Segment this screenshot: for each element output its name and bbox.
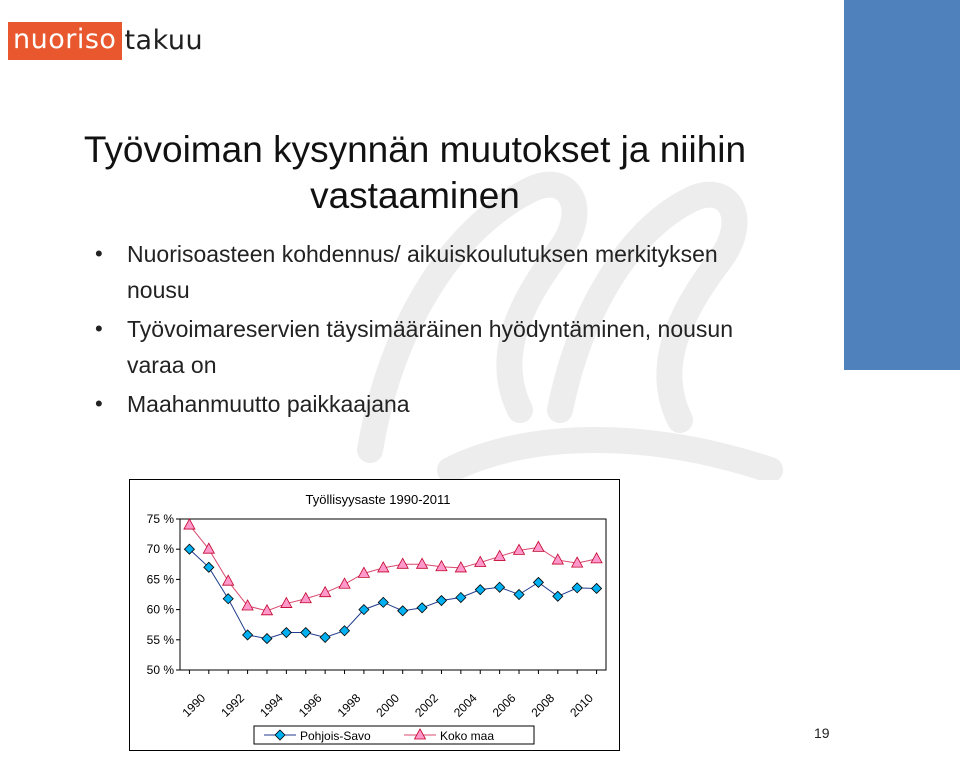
series-1-point [417, 603, 427, 613]
y-tick-label: 60 % [146, 602, 174, 617]
series-1-point [495, 582, 505, 592]
series-1-point [243, 630, 253, 640]
series-1-point [533, 577, 543, 587]
series-1-point [223, 594, 233, 604]
chart-title: Työllisyysaste 1990-2011 [305, 492, 451, 507]
series-1-point [436, 596, 446, 606]
plot-area [180, 519, 606, 670]
employment-rate-chart [130, 480, 619, 750]
y-tick-label: 75 % [146, 512, 174, 526]
side-band [844, 0, 960, 370]
x-tick-label: 1990 [179, 690, 209, 720]
bullet-item: • Maahanmuutto paikkaajana [95, 386, 775, 422]
series-1-point [262, 634, 272, 644]
x-tick-label: 1994 [257, 690, 286, 720]
y-tick-label: 50 % [146, 663, 174, 677]
series-2-point [184, 519, 195, 529]
series-1-point [320, 632, 330, 642]
series-1-point [553, 591, 563, 601]
chart-legend [254, 726, 534, 744]
y-tick-label: 55 % [146, 632, 174, 647]
series-line-1 [189, 549, 596, 638]
page-number: 19 [814, 725, 830, 741]
chart-frame [129, 479, 620, 751]
slide-title: Työvoiman kysynnän muutokset ja niihin vastaaminen [83, 129, 747, 216]
logo-part2: takuu [124, 25, 204, 56]
series-2-point [223, 575, 234, 585]
series-2-point [552, 554, 563, 564]
series-2-point [436, 561, 447, 571]
bullet-list [95, 236, 775, 425]
legend-label: Koko maa [440, 729, 495, 743]
bullet-item: • Nuorisoasteen kohdennus/ aikuiskoulutuksen merkityksen nousu [95, 236, 775, 308]
series-1-point [301, 628, 311, 638]
y-tick-label: 65 % [146, 572, 174, 587]
legend-label: Pohjois-Savo [300, 729, 371, 743]
series-1-point [592, 583, 602, 593]
series-2-point [339, 578, 350, 588]
series-2-point [397, 558, 408, 568]
x-tick-label: 2004 [450, 690, 480, 720]
logo [8, 22, 203, 60]
y-tick-label: 70 % [146, 542, 174, 557]
series-2-point [533, 541, 544, 551]
series-1-point [456, 593, 466, 603]
x-tick-label: 2002 [412, 690, 441, 720]
series-2-point [591, 553, 602, 563]
x-tick-label: 2006 [489, 690, 519, 720]
series-1-point [398, 606, 408, 616]
series-line-2 [189, 525, 596, 611]
x-tick-label: 1998 [334, 690, 364, 720]
x-tick-label: 1992 [218, 690, 248, 720]
series-1-point [514, 590, 524, 600]
series-2-point [417, 558, 428, 568]
x-tick-label: 2000 [373, 690, 403, 720]
x-tick-label: 2010 [567, 690, 597, 720]
series-1-point [378, 597, 388, 607]
x-tick-label: 1996 [295, 690, 325, 720]
series-1-point [572, 583, 582, 593]
series-1-point [281, 628, 291, 638]
series-1-point [475, 585, 485, 595]
bullet-item: • Työvoimareservien täysimääräinen hyödyntäminen, nousun varaa on [95, 311, 775, 383]
logo-part1: nuoriso [8, 22, 122, 60]
series-2-point [320, 587, 331, 597]
x-tick-label: 2008 [528, 690, 558, 720]
